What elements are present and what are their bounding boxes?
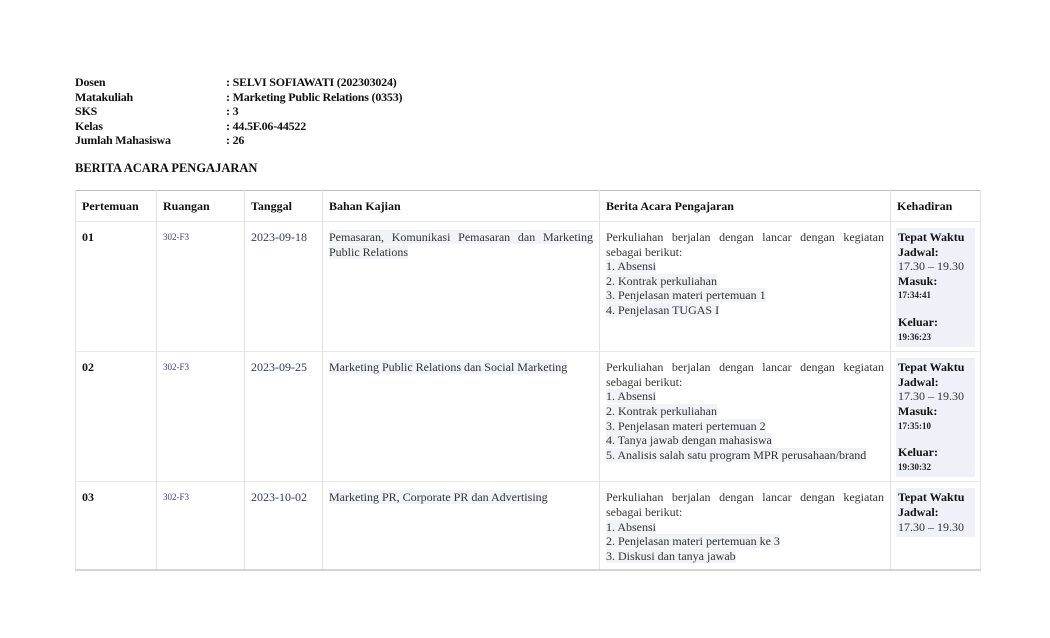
report-intro: Perkuliahan berjalan dengan lancar dengan kegiatan sebagai berikut: <box>606 230 884 259</box>
attendance-status: Tepat Waktu <box>898 490 965 505</box>
cell-pertemuan: 02 <box>76 352 157 482</box>
report-item: 5. Analisis salah satu program MPR perusahaan/brand <box>606 447 867 462</box>
schedule-label: Jadwal: <box>898 244 939 259</box>
check-in-time: 17:34:41 <box>898 290 931 301</box>
header-berita-acara: Berita Acara Pengajaran <box>600 191 891 222</box>
info-label: Kelas <box>75 118 103 133</box>
info-label: Dosen <box>75 75 106 89</box>
info-value: : 44.5F.06-44522 <box>226 118 307 133</box>
cell-berita-acara <box>600 482 891 570</box>
cell-pertemuan: 03 <box>76 482 157 570</box>
cell-ruangan: 302-F3 <box>157 352 245 482</box>
table-row <box>76 222 981 352</box>
cell-bahan-kajian <box>323 482 600 570</box>
report-item: 1. Absensi <box>606 259 657 274</box>
topic-text: Marketing PR, Corporate PR dan Advertising <box>329 490 548 505</box>
attendance-status: Tepat Waktu <box>898 230 965 244</box>
check-out-label: Keluar: <box>898 314 938 329</box>
header-bahan-kajian: Bahan Kajian <box>323 191 600 222</box>
check-in-time: 17:35:10 <box>898 420 931 431</box>
report-item: 3. Penjelasan materi pertemuan 1 <box>606 288 766 303</box>
report-intro: Perkuliahan berjalan dengan lancar dengan kegiatan sebagai berikut: <box>606 490 884 519</box>
attendance-box <box>896 488 975 537</box>
cell-tanggal: 2023-09-18 <box>245 222 323 352</box>
info-label: Matakuliah <box>75 89 134 104</box>
topic-text: Pemasaran, Komunikasi Pemasaran dan Marketing Public Relations <box>329 230 593 259</box>
check-in-label: Masuk: <box>898 403 938 418</box>
report-item: 1. Absensi <box>606 389 657 404</box>
cell-tanggal: 2023-10-02 <box>245 482 323 570</box>
table-row <box>76 352 981 482</box>
header-ruangan: Ruangan <box>157 191 245 222</box>
schedule-time: 17.30 – 19.30 <box>898 389 964 404</box>
table-header-row <box>76 191 981 222</box>
report-item: 1. Absensi <box>606 519 657 534</box>
info-label: SKS <box>75 104 98 119</box>
info-value: : SELVI SOFIAWATI (202303024) <box>226 75 397 89</box>
info-row-dosen <box>75 75 402 90</box>
info-row-kelas <box>75 119 402 134</box>
table-row <box>76 482 981 570</box>
schedule-label: Jadwal: <box>898 374 939 389</box>
info-row-sks <box>75 104 402 119</box>
info-row-jumlah-mahasiswa <box>75 133 402 148</box>
cell-kehadiran <box>891 352 981 482</box>
report-item: 4. Tanya jawab dengan mahasiswa <box>606 433 772 448</box>
cell-ruangan: 302-F3 <box>157 222 245 352</box>
topic-text: Marketing Public Relations dan Social Marketing <box>329 360 568 375</box>
info-label: Jumlah Mahasiswa <box>75 133 171 148</box>
cell-kehadiran <box>891 222 981 352</box>
header-pertemuan: Pertemuan <box>76 191 157 222</box>
cell-berita-acara <box>600 352 891 482</box>
info-value: : 26 <box>226 133 245 148</box>
attendance-box <box>896 228 975 347</box>
check-out-label: Keluar: <box>898 445 938 460</box>
header-tanggal: Tanggal <box>245 191 323 222</box>
schedule-label: Jadwal: <box>898 504 939 519</box>
cell-pertemuan: 01 <box>76 222 157 352</box>
attendance-box <box>896 358 975 477</box>
report-item: 3. Penjelasan materi pertemuan 2 <box>606 418 766 433</box>
cell-bahan-kajian <box>323 222 600 352</box>
cell-ruangan: 302-F3 <box>157 482 245 570</box>
schedule-time: 17.30 – 19.30 <box>898 259 964 274</box>
report-intro: Perkuliahan berjalan dengan lancar dengan kegiatan sebagai berikut: <box>606 360 884 389</box>
teaching-report-table <box>75 190 981 571</box>
check-out-time: 19:30:32 <box>898 461 931 472</box>
check-out-time: 19:36:23 <box>898 331 931 342</box>
info-row-matakuliah <box>75 90 402 105</box>
report-item: 2. Kontrak perkuliahan <box>606 273 717 288</box>
info-value: : 3 <box>226 104 239 119</box>
report-item: 4. Penjelasan TUGAS I <box>606 302 720 317</box>
header-kehadiran: Kehadiran <box>891 191 981 222</box>
report-item: 2. Kontrak perkuliahan <box>606 403 717 418</box>
attendance-status: Tepat Waktu <box>898 360 965 375</box>
cell-bahan-kajian <box>323 352 600 482</box>
report-item: 2. Penjelasan materi pertemuan ke 3 <box>606 534 780 549</box>
check-in-label: Masuk: <box>898 273 938 288</box>
cell-berita-acara <box>600 222 891 352</box>
section-title: BERITA ACARA PENGAJARAN <box>75 161 258 175</box>
schedule-time: 17.30 – 19.30 <box>898 519 964 534</box>
cell-kehadiran <box>891 482 981 570</box>
info-value: : Marketing Public Relations (0353) <box>226 89 403 104</box>
report-item: 3. Diskusi dan tanya jawab <box>606 548 736 563</box>
cell-tanggal: 2023-09-25 <box>245 352 323 482</box>
course-info <box>75 75 402 148</box>
